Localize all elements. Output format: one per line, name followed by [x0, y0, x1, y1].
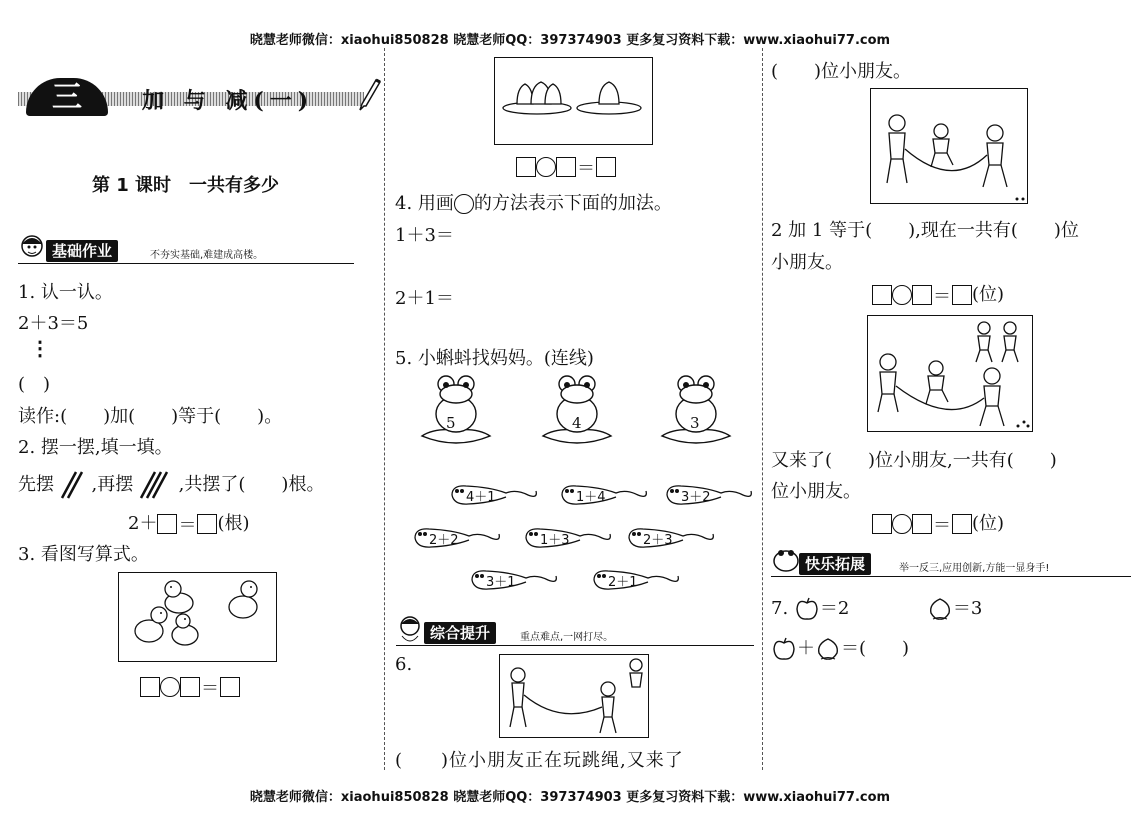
- answer-box[interactable]: [516, 157, 536, 177]
- tadpole[interactable]: [524, 526, 614, 550]
- tadpole-expression: 3＋1: [486, 575, 516, 590]
- q1-title: 1. 认一认。: [18, 282, 113, 303]
- tadpole[interactable]: [627, 526, 717, 550]
- q1-reading: 读作:( )加( )等于( )。: [18, 406, 283, 427]
- q2-then-label: ,再摆: [91, 474, 134, 495]
- answer-box[interactable]: [180, 677, 200, 697]
- tadpole[interactable]: [665, 483, 755, 507]
- answer-box[interactable]: [872, 285, 892, 305]
- q2-title: 2. 摆一摆,填一填。: [18, 437, 173, 458]
- answer-box[interactable]: [556, 157, 576, 177]
- tadpole-expression: 3＋2: [681, 490, 711, 505]
- operator-circle[interactable]: [892, 285, 912, 305]
- answer-box[interactable]: [912, 514, 932, 534]
- apple-icon: [771, 636, 797, 662]
- frog-mother[interactable]: [418, 374, 494, 446]
- q6-number: 6.: [395, 654, 413, 675]
- q6-line3: 2 加 1 等于( ),现在一共有( )位: [771, 220, 1079, 241]
- q6-equation-1: ＝ (位): [872, 280, 1004, 308]
- page-footer: 晓慧老师微信：xiaohui850828 晓慧老师QQ：397374903 更多复习资料下载：www.xiaohui77.com: [249, 790, 891, 805]
- frog-icon: [658, 374, 734, 446]
- peach-icon: [927, 596, 953, 622]
- column-divider: [384, 48, 385, 770]
- unit-title: 加 与 减(一): [142, 88, 315, 114]
- pears-picture: [494, 57, 653, 145]
- pear-icon: [495, 58, 654, 146]
- q7-line2: ＋ ＝( ): [771, 634, 909, 662]
- children-icon: [868, 316, 1034, 433]
- section-basic-subtitle: 不夯实基础,难建成高楼。: [150, 250, 264, 261]
- answer-box[interactable]: [912, 285, 932, 305]
- q1-dots: ⋮: [30, 336, 50, 360]
- answer-box[interactable]: [197, 514, 217, 534]
- tadpole-expression: 1＋3: [540, 533, 570, 548]
- q6-line5: 又来了( )位小朋友,一共有( ): [771, 450, 1057, 471]
- cartoon-frog-icon: [771, 543, 801, 577]
- tadpole-expression: 2＋3: [643, 533, 673, 548]
- section-fun-label: 快乐拓展: [799, 553, 871, 575]
- tadpole-expression: 2＋2: [429, 533, 459, 548]
- tadpole[interactable]: [560, 483, 650, 507]
- operator-circle[interactable]: [160, 677, 180, 697]
- peach-icon: [815, 636, 841, 662]
- column-divider: [762, 48, 763, 770]
- cartoon-girl-icon: [396, 612, 424, 646]
- section-basic-banner: [18, 240, 354, 264]
- frog-icon: [539, 374, 615, 446]
- section-advanced-subtitle: 重点难点,一网打尽。: [520, 632, 614, 643]
- children-icon: [500, 655, 650, 739]
- q4-item-b: 2＋1＝: [395, 288, 454, 309]
- answer-box[interactable]: [220, 677, 240, 697]
- q4-item-a: 1＋3＝: [395, 225, 454, 246]
- chick-icon: [119, 573, 278, 663]
- frog-number: 5: [446, 414, 456, 432]
- q-pears-equation: ＝: [516, 154, 616, 180]
- answer-box[interactable]: [596, 157, 616, 177]
- frog-number: 3: [690, 414, 700, 432]
- pencil-icon: [356, 76, 384, 112]
- jump-rope-picture-2: [870, 88, 1028, 204]
- answer-box[interactable]: [157, 514, 177, 534]
- tadpole-expression: 1＋4: [576, 490, 606, 505]
- tadpole-expression: 4＋1: [466, 490, 496, 505]
- tadpole-expression: 2＋1: [608, 575, 638, 590]
- q2-equation: 2＋ ＝ (根): [128, 513, 250, 536]
- frog-mother[interactable]: [658, 374, 734, 446]
- section-fun-subtitle: 举一反三,应用创新,方能一显身手!: [899, 563, 1050, 574]
- answer-box[interactable]: [952, 285, 972, 305]
- sticks-icon: [139, 470, 173, 500]
- chicks-picture: [118, 572, 277, 662]
- answer-box[interactable]: [872, 514, 892, 534]
- q2-total-label: ,共摆了( )根。: [178, 474, 325, 495]
- tadpole[interactable]: [592, 568, 682, 592]
- section-fun-banner: [771, 553, 1131, 577]
- tadpole[interactable]: [470, 568, 560, 592]
- tadpole[interactable]: [450, 483, 540, 507]
- section-basic-label: 基础作业: [46, 240, 118, 262]
- q6-line4: 小朋友。: [771, 252, 843, 273]
- unit-title-bar: [18, 78, 376, 122]
- q6-equation-2: ＝ (位): [872, 509, 1004, 537]
- q6-line6: 位小朋友。: [771, 481, 861, 502]
- jump-rope-picture-3: [867, 315, 1033, 432]
- cartoon-boy-icon: [18, 232, 48, 264]
- q6-line1: ( )位小朋友正在玩跳绳,又来了: [395, 750, 684, 771]
- answer-box[interactable]: [140, 677, 160, 697]
- q1-expression: 2＋3＝5: [18, 313, 89, 334]
- section-advanced-banner: [396, 622, 754, 646]
- page-header: 晓慧老师微信：xiaohui850828 晓慧老师QQ：397374903 更多复习资料下载：www.xiaohui77.com: [249, 33, 891, 48]
- answer-box[interactable]: [952, 514, 972, 534]
- q1-paren: ( ): [18, 374, 51, 395]
- q7-line1: 7. ＝2 ＝3: [771, 594, 982, 622]
- apple-icon: [794, 596, 820, 622]
- q3-equation: ＝: [140, 674, 240, 700]
- section-advanced-label: 综合提升: [424, 622, 496, 644]
- frog-number: 4: [572, 414, 582, 432]
- q2-sentence: [18, 470, 324, 500]
- operator-circle[interactable]: [892, 514, 912, 534]
- q2-first-label: 先摆: [18, 474, 54, 495]
- operator-circle[interactable]: [536, 157, 556, 177]
- circle-icon: [454, 194, 474, 214]
- q3-title: 3. 看图写算式。: [18, 544, 149, 565]
- unit-numeral-badge: 三: [26, 78, 108, 116]
- q5-title: 5. 小蝌蚪找妈妈。(连线): [395, 348, 594, 369]
- lesson-title: 第 1 课时 一共有多少: [92, 175, 280, 196]
- q4-title: 4. 用画 的方法表示下面的加法。: [395, 193, 672, 214]
- tadpole[interactable]: [413, 526, 503, 550]
- jump-rope-picture: [499, 654, 649, 738]
- sticks-icon: [60, 470, 86, 500]
- q6-line2: ( )位小朋友。: [771, 61, 912, 82]
- frog-icon: [418, 374, 494, 446]
- children-icon: [871, 89, 1029, 205]
- frog-mother[interactable]: [539, 374, 615, 446]
